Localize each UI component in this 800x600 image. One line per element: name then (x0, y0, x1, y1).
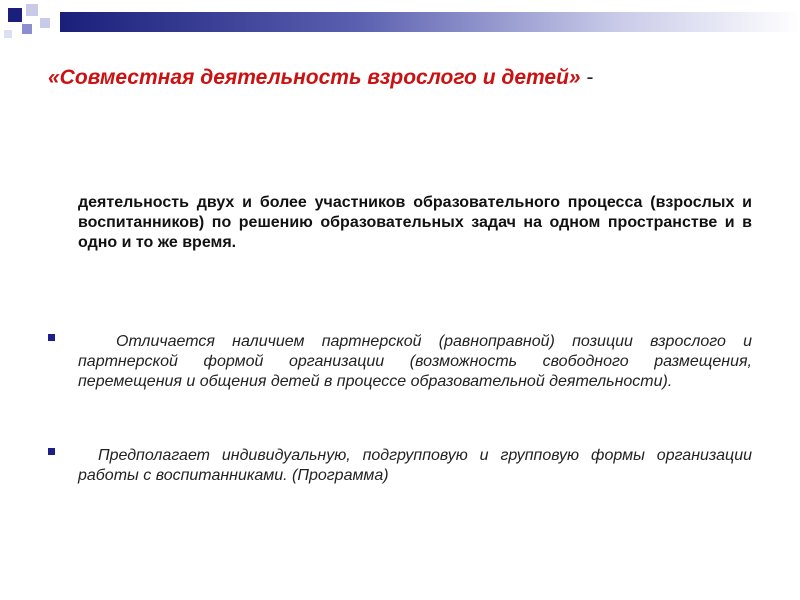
bullet-text-1: Отличается наличием партнерской (равноправной) позиции взрослого и партнерской формой организации (возможность свободного размещения, перемещения и общения детей в процессе образовательной деятельности). (78, 333, 752, 390)
decor-square-blue (22, 24, 32, 34)
bullet-marker (48, 448, 55, 455)
bullet-marker (48, 334, 55, 341)
bullet-text-2: Предполагает индивидуальную, подгрупповую и групповую формы организации работы с воспитанниками. (Программа) (78, 447, 752, 484)
decor-square-light (26, 4, 38, 16)
header-gradient-bar (60, 12, 800, 32)
definition-paragraph: деятельность двух и более участников образовательного процесса (взрослых и воспитанников) по решению образовательных задач на одном пространстве и в одно и то же время. (78, 194, 752, 251)
decor-square-dark (8, 8, 22, 22)
decor-square-light (4, 30, 12, 38)
slide-title (48, 66, 768, 90)
title-dash: - (580, 66, 594, 89)
decor-square-light (40, 18, 50, 28)
title-text: «Совместная деятельность взрослого и детей» (48, 66, 581, 89)
